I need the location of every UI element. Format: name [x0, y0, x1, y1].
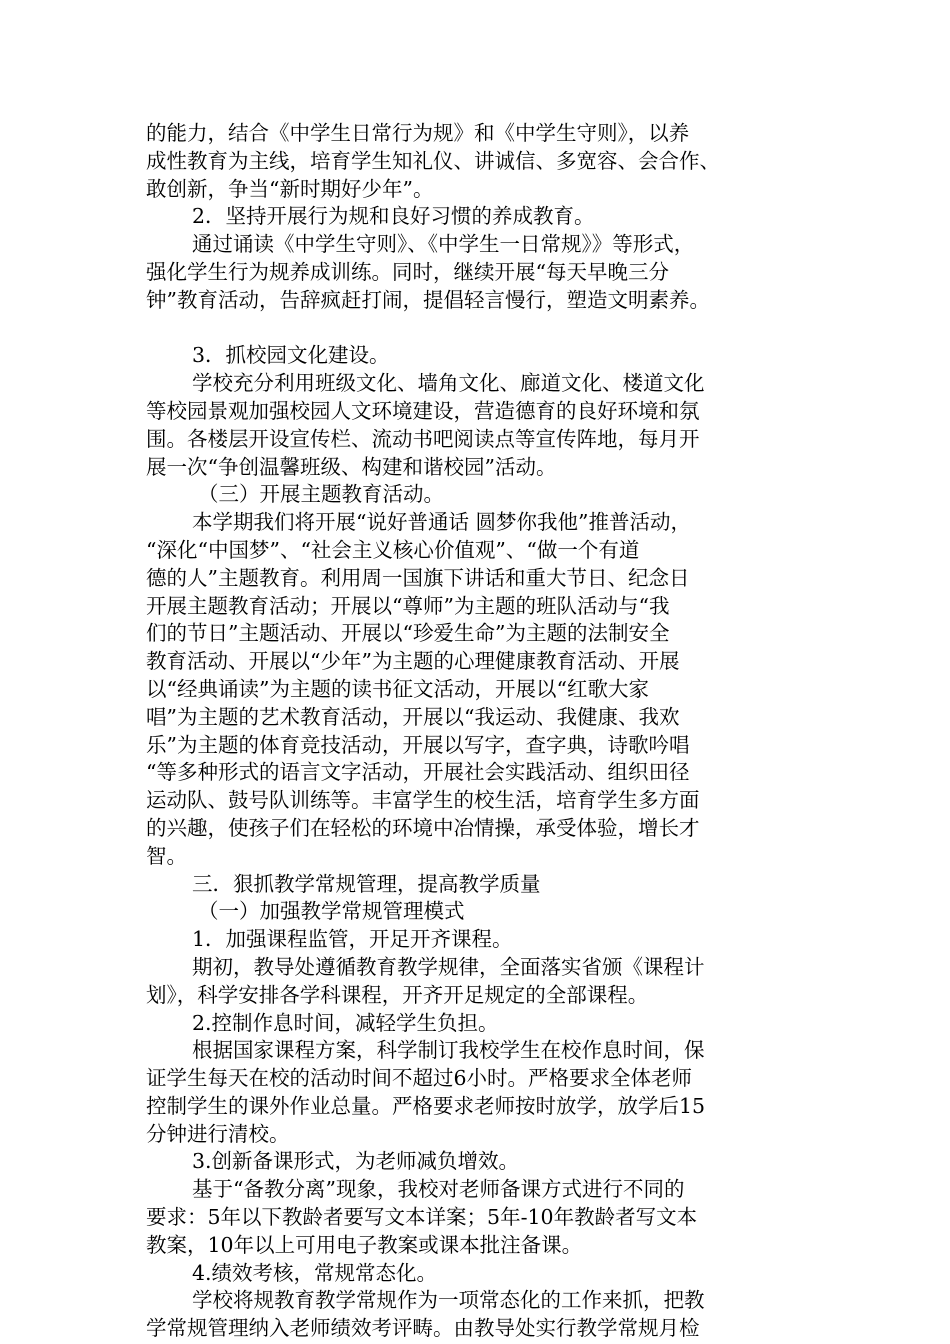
text-line: 通过诵读《中学生守则》、《中学生一日常规》》等形式， [192, 232, 695, 257]
text-line: 期初，教导处遵循教育教学规律，全面落实省颁《课程计 [192, 954, 705, 979]
text-line: 证学生每天在校的活动时间不超过6小时。严格要求全体老师 [146, 1066, 693, 1091]
text-line: 乐”为主题的体育竞技活动，开展以写字，查字典，诗歌吟唱 [146, 732, 690, 757]
text-line: 要求：5年以下教龄者要写文本详案；5年-10年教龄者写文本 [146, 1205, 698, 1230]
text-line: “等多种形式的语言文字活动，开展社会实践活动、组织田径 [146, 760, 690, 785]
text-line: 3．抓校园文化建设。 [192, 343, 390, 368]
text-line: 等校园景观加强校园人文环境建设，营造德育的良好环境和氛 [146, 398, 700, 423]
text-line: 智。 [146, 843, 187, 868]
text-line: （一）加强教学常规管理模式 [198, 899, 465, 924]
text-line: 分钟进行清校。 [146, 1121, 290, 1146]
text-line: 们的节日”主题活动、开展以“珍爱生命”为主题的法制安全 [146, 621, 670, 646]
text-line: 学校将规教育教学常规作为一项常态化的工作来抓，把教 [192, 1288, 705, 1313]
text-line: 展一次“争创温馨班级、构建和谐校园”活动。 [146, 454, 557, 479]
text-line: 2.控制作息时间，减轻学生负担。 [192, 1010, 499, 1035]
text-line: 学校充分利用班级文化、墙角文化、廊道文化、楼道文化 [192, 371, 705, 396]
text-line: 教案，10年以上可用电子教案或课本批注备课。 [146, 1232, 583, 1257]
document-page [146, 120, 810, 1343]
text-line: 强化学生行为规养成训练。同时，继续开展“每天早晚三分 [146, 259, 669, 284]
text-line: 三．狠抓教学常规管理，提高教学质量 [192, 871, 541, 896]
text-line: 钟”教育活动，告辞疯赶打闹，提倡轻言慢行，塑造文明素养。 [146, 287, 710, 312]
text-line: 敢创新，争当“新时期好少年”。 [146, 176, 434, 201]
text-line: 以“经典诵读”为主题的读书征文活动，开展以“红歌大家 [146, 676, 649, 701]
text-line: 开展主题教育活动；开展以“尊师”为主题的班队活动与“我 [146, 593, 670, 618]
text-line: 唱”为主题的艺术教育活动，开展以“我运动、我健康、我欢 [146, 704, 680, 729]
text-line: 4.绩效考核，常规常态化。 [192, 1260, 438, 1285]
text-line: 的兴趣，使孩子们在轻松的环境中冶情操，承受体验，增长才 [146, 815, 700, 840]
text-line: 围。各楼层开设宣传栏、流动书吧阅读点等宣传阵地，每月开 [146, 426, 700, 451]
text-line: “深化“中国梦”、“社会主义核心价值观”、“做一个有道 [146, 537, 640, 562]
text-line: 控制学生的课外作业总量。严格要求老师按时放学，放学后15 [146, 1093, 706, 1118]
text-line: 德的人”主题教育。利用周一国旗下讲话和重大节日、纪念日 [146, 565, 690, 590]
text-line: 本学期我们将开展“说好普通话 圆梦你我他”推普活动， [192, 510, 691, 535]
text-line: 3.创新备课形式，为老师减负增效。 [192, 1149, 520, 1174]
text-line: 2．坚持开展行为规和良好习惯的养成教育。 [192, 204, 595, 229]
blank-line [146, 315, 810, 343]
text-line: 基于“备教分离”现象，我校对老师备课方式进行不同的 [192, 1177, 685, 1202]
text-line: 划》，科学安排各学科课程，开齐开足规定的全部课程。 [146, 982, 649, 1007]
text-line: 教育活动、开展以“少年”为主题的心理健康教育活动、开展 [146, 649, 680, 674]
text-line: 学常规管理纳入老师绩效考评畴。由教导处实行教学常规月检 [146, 1316, 700, 1341]
text-line: 1．加强课程监管，开足开齐课程。 [192, 927, 513, 952]
text-line: 的能力，结合《中学生日常行为规》和《中学生守则》，以养 [146, 121, 690, 145]
text-line: （三）开展主题教育活动。 [198, 482, 444, 507]
text-line: 运动队、鼓号队训练等。丰富学生的校生活，培育学生多方面 [146, 788, 700, 813]
text-line: 成性教育为主线，培育学生知礼仪、讲诚信、多宽容、会合作、 [146, 148, 720, 173]
text-line: 根据国家课程方案，科学制订我校学生在校作息时间，保 [192, 1038, 705, 1063]
